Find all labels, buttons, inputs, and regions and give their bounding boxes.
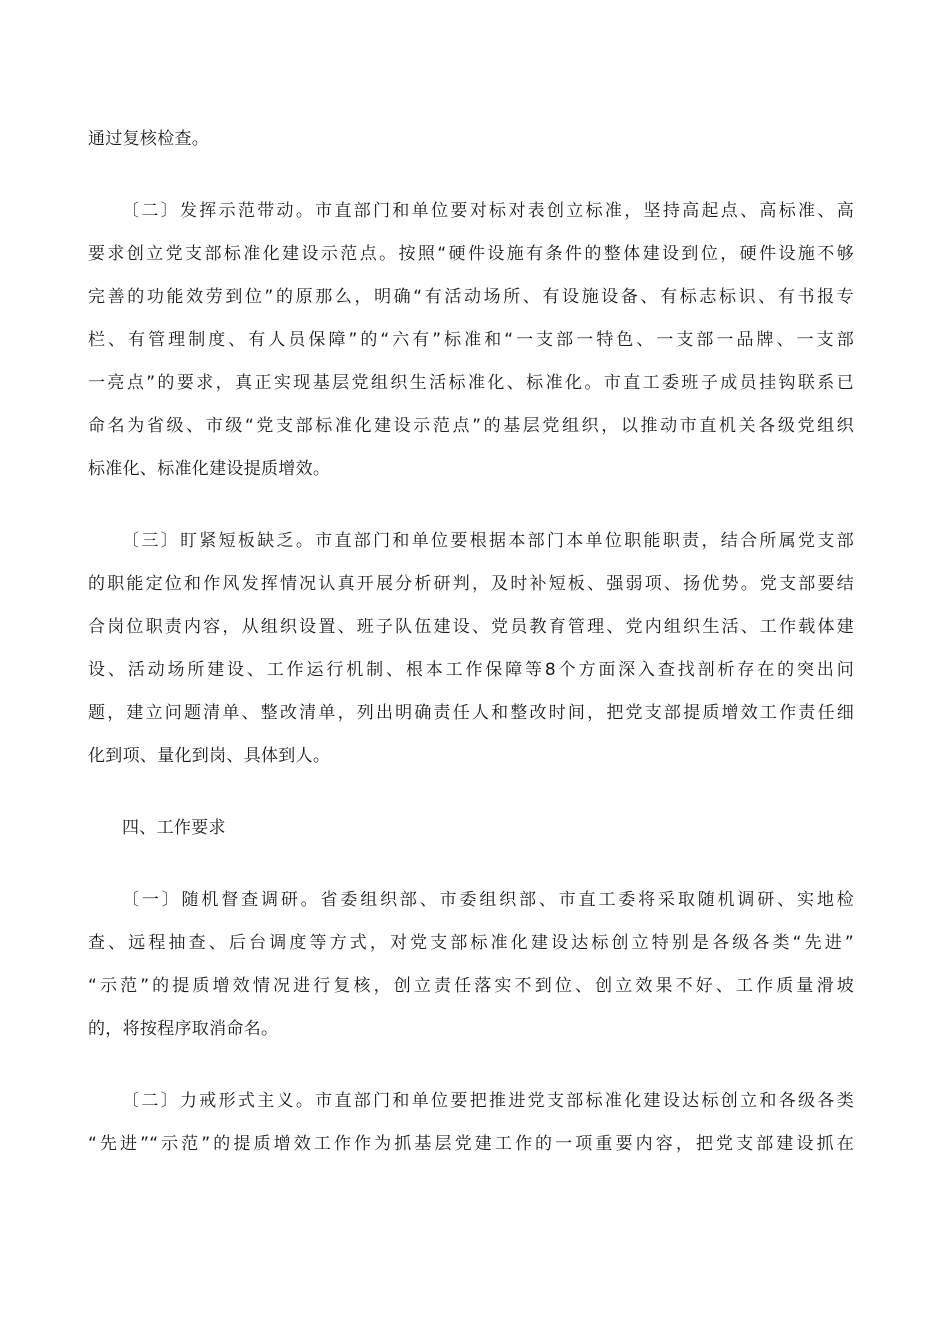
paragraph-formalism xyxy=(88,1080,854,1166)
text-line: 〔三〕盯紧短板缺乏。市直部门和单位要根据本部门本单位职能职责，结合所属党支部 xyxy=(122,531,854,551)
text-line: 标准化、标准化建设提质增效。 xyxy=(88,459,331,479)
text-line: 要求创立党支部标准化建设示范点。按照“硬件设施有条件的整体建设到位，硬件设施不够 xyxy=(88,244,854,264)
text-line: 命名为省级、市级“党支部标准化建设示范点”的基层党组织，以推动市直机关各级党组织 xyxy=(88,416,854,436)
document-body xyxy=(88,118,854,1195)
paragraph-inspection xyxy=(88,879,854,1051)
text-line: 合岗位职责内容，从组织设置、班子队伍建设、党员教育管理、党内组织生活、工作载体建 xyxy=(88,617,854,637)
text-line: “示范”的提质增效情况进行复核，创立责任落实不到位、创立效果不好、工作质量滑坡 xyxy=(88,976,854,996)
text-line: 设、活动场所建设、工作运行机制、根本工作保障等8个方面深入查找剖析存在的突出问 xyxy=(88,660,854,680)
text-line: “先进”“示范”的提质增效工作作为抓基层党建工作的一项重要内容，把党支部建设抓在 xyxy=(88,1134,854,1154)
text-line: 题，建立问题清单、整改清单，列出明确责任人和整改时间，把党支部提质增效工作责任细 xyxy=(88,703,854,723)
text-line: 完善的功能效劳到位”的原那么，明确“有活动场所、有设施设备、有标志标识、有书报专 xyxy=(88,287,854,307)
paragraph-demonstration xyxy=(88,190,854,491)
text-line: 的，将按程序取消命名。 xyxy=(88,1019,279,1039)
text-line: 〔二〕力戒形式主义。市直部门和单位要把推进党支部标准化建设达标创立和各级各类 xyxy=(122,1091,854,1111)
text-line: 的职能定位和作风发挥情况认真开展分析研判，及时补短板、强弱项、扬优势。党支部要结 xyxy=(88,574,854,594)
text-line: 栏、有管理制度、有人员保障”的“六有”标准和“一支部一特色、一支部一品牌、一支部 xyxy=(88,330,854,350)
text-line: 〔二〕发挥示范带动。市直部门和单位要对标对表创立标准，坚持高起点、高标准、高 xyxy=(122,201,854,221)
paragraph-continuation xyxy=(88,118,854,161)
section-heading xyxy=(88,807,854,850)
text-line: 〔一〕随机督查调研。省委组织部、市委组织部、市直工委将采取随机调研、实地检 xyxy=(122,890,854,910)
text-line: 查、远程抽查、后台调度等方式，对党支部标准化建设达标创立特别是各级各类“先进” xyxy=(88,933,854,953)
text-line: 化到项、量化到岗、具体到人。 xyxy=(88,746,331,766)
paragraph-shortcomings xyxy=(88,520,854,778)
text-line: 通过复核检查。 xyxy=(88,129,210,149)
text-line: 一亮点”的要求，真正实现基层党组织生活标准化、标准化。市直工委班子成员挂钩联系已 xyxy=(88,373,854,393)
section-heading-text: 四、工作要求 xyxy=(122,818,226,838)
